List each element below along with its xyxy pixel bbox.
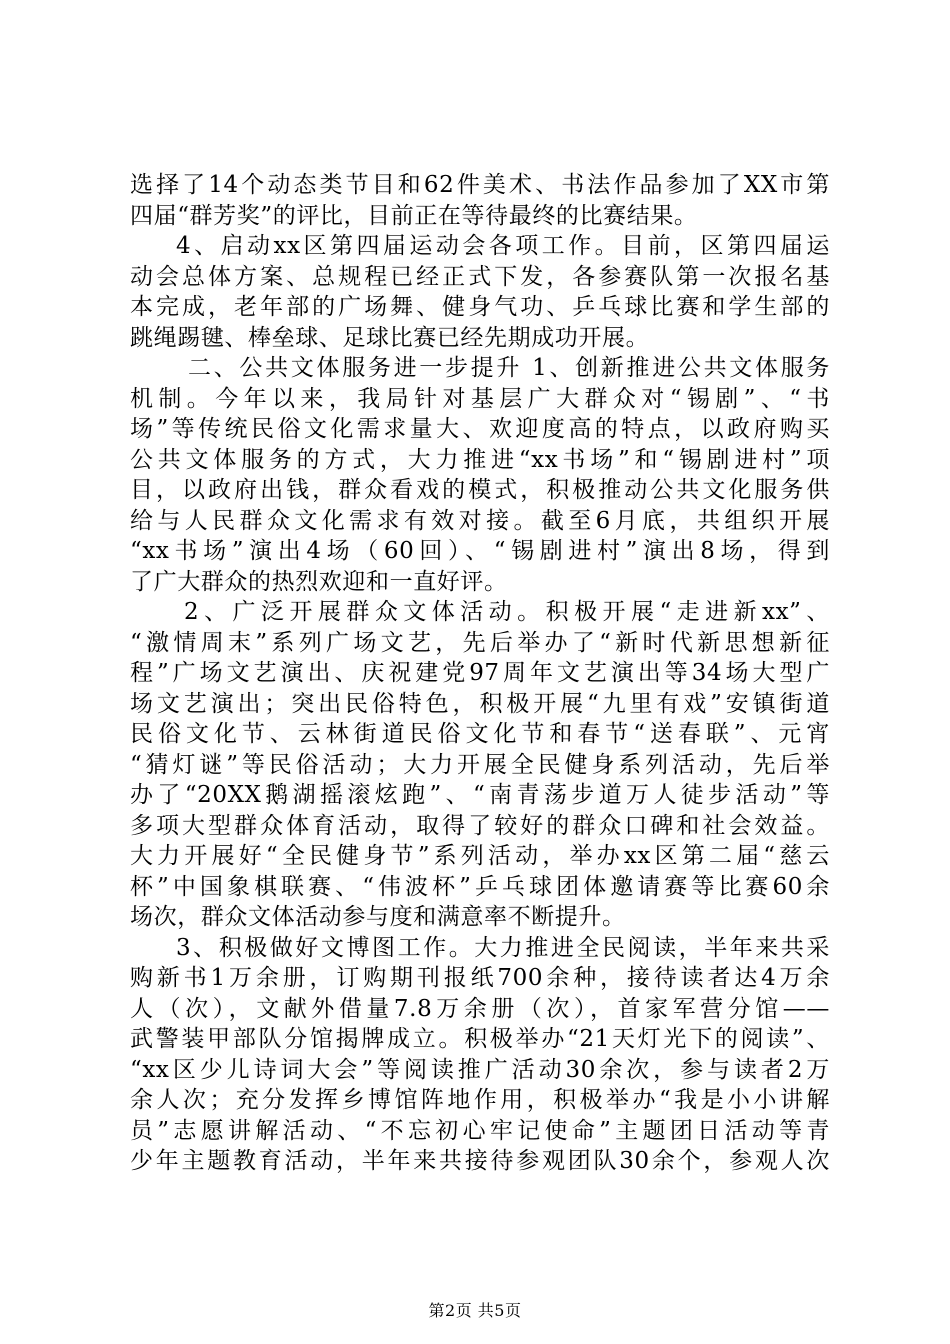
text-line: 场次，群众文体活动参与度和满意率不断提升。 (130, 904, 626, 930)
text-line: 杯”中国象棋联赛、“伟波杯”乒乓球团体邀请赛等比赛60余 (130, 873, 830, 900)
text-line: 给与人民群众文化需求有效对接。截至6月底，共组织开展 (130, 507, 830, 534)
page-footer (0, 1301, 950, 1321)
text-line: 场文艺演出；突出民俗特色，积极开展“九里有戏”安镇街道 (130, 690, 830, 717)
text-line: 场”等传统民俗文化需求量大、欢迎度高的特点，以政府购买 (130, 416, 830, 442)
text-line: “xx区少儿诗词大会”等阅读推广活动30余次，参与读者2万 (130, 1056, 830, 1083)
paragraph-start-line: 3、积极做好文博图工作。大力推进全民阅读，半年来共采 (176, 934, 830, 961)
text-line: 跳绳踢毽、棒垒球、足球比赛已经先期成功开展。 (130, 324, 650, 351)
text-line: “猜灯谜”等民俗活动；大力开展全民健身系列活动，先后举 (130, 751, 830, 778)
text-line: 四届“群芳奖”的评比，目前正在等待最终的比赛结果。 (130, 202, 698, 229)
text-line: 多项大型群众体育活动，取得了较好的群众口碑和社会效益。 (130, 812, 830, 839)
paragraph-start-line: 4、启动xx区第四届运动会各项工作。目前，区第四届运 (176, 233, 830, 259)
document-body (130, 170, 830, 1177)
text-line: 了广大群众的热烈欢迎和一直好评。 (130, 568, 508, 595)
section-heading-line: 二、公共文体服务进一步提升 1、创新推进公共文体服务 (188, 355, 830, 381)
text-line: “激情周末”系列广场文艺，先后举办了“新时代新思想新征 (130, 629, 830, 656)
text-line: 民俗文化节、云林街道民俗文化节和春节“送春联”、元宵 (130, 721, 830, 747)
text-line: 程”广场文艺演出、庆祝建党97周年文艺演出等34场大型广 (130, 660, 830, 686)
text-line: 办了“20XX鹅湖摇滚炫跑”、“南青荡步道万人徒步活动”等 (130, 782, 830, 808)
text-line: 选择了14个动态类节目和62件美术、书法作品参加了XX市第 (130, 172, 830, 198)
text-line: 本完成，老年部的广场舞、健身气功、乒乓球比赛和学生部的 (130, 294, 830, 320)
text-line: 目，以政府出钱，群众看戏的模式，积极推动公共文化服务供 (130, 477, 830, 503)
text-line: 员”志愿讲解活动、“不忘初心牢记使命”主题团日活动等青 (130, 1117, 830, 1144)
text-line: 武警装甲部队分馆揭牌成立。积极举办“21天灯光下的阅读”、 (130, 1026, 830, 1052)
text-line: “xx书场”演出4场（60回）、“锡剧进村”演出8场，得到 (130, 538, 830, 564)
text-line: 购新书1万余册，订购期刊报纸700余种，接待读者达4万余 (130, 965, 830, 991)
text-line: 动会总体方案、总规程已经正式下发，各参赛队第一次报名基 (130, 263, 830, 290)
page-number-label: 第2页 共5页 (428, 1301, 522, 1320)
text-line: 机制。今年以来，我局针对基层广大群众对“锡剧”、“书 (130, 385, 830, 412)
text-line: 人（次），文献外借量7.8万余册（次），首家军营分馆—— (130, 995, 830, 1022)
text-line: 大力开展好“全民健身节”系列活动，举办xx区第二届“慈云 (130, 843, 830, 869)
text-line: 公共文体服务的方式，大力推进“xx书场”和“锡剧进村”项 (130, 446, 830, 473)
paragraph-start-line: 2、广泛开展群众文体活动。积极开展“走进新xx”、 (184, 599, 830, 625)
text-line: 少年主题教育活动，半年来共接待参观团队30余个，参观人次 (130, 1148, 830, 1174)
text-line: 余人次；充分发挥乡博馆阵地作用，积极举办“我是小小讲解 (130, 1087, 830, 1113)
